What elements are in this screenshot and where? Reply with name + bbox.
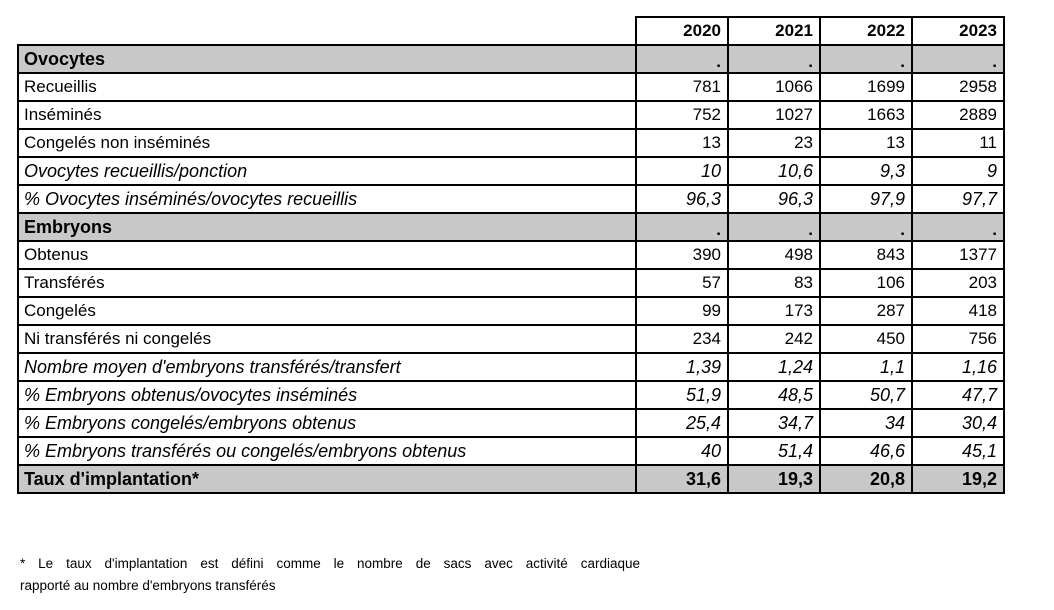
value-cell-2020: 390 (636, 241, 728, 269)
value-cell-2022: 9,3 (820, 157, 912, 185)
value-cell-2021: 83 (728, 269, 820, 297)
value-cell-2021: 1066 (728, 73, 820, 101)
value-cell-2023: . (912, 45, 1004, 73)
value-cell-2023: 30,4 (912, 409, 1004, 437)
normal-row (18, 269, 1004, 297)
footnote (20, 553, 640, 597)
row-label: Inséminés (18, 101, 636, 129)
value-cell-2023: 47,7 (912, 381, 1004, 409)
value-cell-2021: . (728, 213, 820, 241)
value-cell-2022: 97,9 (820, 185, 912, 213)
value-cell-2020: 13 (636, 129, 728, 157)
value-cell-2020: 40 (636, 437, 728, 465)
value-cell-2021: 19,3 (728, 465, 820, 493)
value-cell-2023: 97,7 (912, 185, 1004, 213)
value-cell-2020: 31,6 (636, 465, 728, 493)
ratio-row (18, 409, 1004, 437)
row-label: % Embryons obtenus/ovocytes inséminés (18, 381, 636, 409)
value-cell-2021: 96,3 (728, 185, 820, 213)
value-cell-2022: 1699 (820, 73, 912, 101)
value-cell-2022: 46,6 (820, 437, 912, 465)
value-cell-2023: 418 (912, 297, 1004, 325)
value-cell-2021: 173 (728, 297, 820, 325)
value-cell-2021: 34,7 (728, 409, 820, 437)
row-label: Recueillis (18, 73, 636, 101)
row-label: Ovocytes recueillis/ponction (18, 157, 636, 185)
value-cell-2022: 287 (820, 297, 912, 325)
value-cell-2023: 11 (912, 129, 1004, 157)
value-cell-2020: 99 (636, 297, 728, 325)
value-cell-2022: 34 (820, 409, 912, 437)
value-cell-2020: 57 (636, 269, 728, 297)
value-cell-2020: 1,39 (636, 353, 728, 381)
row-label: Embryons (18, 213, 636, 241)
row-label: Ovocytes (18, 45, 636, 73)
value-cell-2020: 752 (636, 101, 728, 129)
value-cell-2022: . (820, 45, 912, 73)
value-cell-2020: 10 (636, 157, 728, 185)
value-cell-2020: 25,4 (636, 409, 728, 437)
value-cell-2021: 242 (728, 325, 820, 353)
value-cell-2021: 51,4 (728, 437, 820, 465)
value-cell-2021: 48,5 (728, 381, 820, 409)
value-cell-2023: 2889 (912, 101, 1004, 129)
table-body (18, 17, 1004, 493)
row-label: Congelés non inséminés (18, 129, 636, 157)
year-header: 2020 (636, 17, 728, 45)
value-cell-2023: 9 (912, 157, 1004, 185)
section-row (18, 213, 1004, 241)
normal-row (18, 325, 1004, 353)
normal-row (18, 297, 1004, 325)
value-cell-2023: . (912, 213, 1004, 241)
normal-row (18, 101, 1004, 129)
value-cell-2022: 1663 (820, 101, 912, 129)
ratio-row (18, 353, 1004, 381)
value-cell-2022: 1,1 (820, 353, 912, 381)
value-cell-2022: 20,8 (820, 465, 912, 493)
normal-row (18, 73, 1004, 101)
normal-row (18, 241, 1004, 269)
year-header: 2022 (820, 17, 912, 45)
value-cell-2022: . (820, 213, 912, 241)
value-cell-2022: 106 (820, 269, 912, 297)
value-cell-2022: 843 (820, 241, 912, 269)
value-cell-2021: . (728, 45, 820, 73)
value-cell-2023: 2958 (912, 73, 1004, 101)
value-cell-2020: . (636, 213, 728, 241)
value-cell-2023: 756 (912, 325, 1004, 353)
row-label: % Ovocytes inséminés/ovocytes recueillis (18, 185, 636, 213)
row-label: Taux d'implantation* (18, 465, 636, 493)
total-row (18, 465, 1004, 493)
header-blank-cell (18, 17, 636, 45)
value-cell-2023: 19,2 (912, 465, 1004, 493)
value-cell-2020: 234 (636, 325, 728, 353)
row-label: Obtenus (18, 241, 636, 269)
value-cell-2020: . (636, 45, 728, 73)
value-cell-2022: 50,7 (820, 381, 912, 409)
row-label: Nombre moyen d'embryons transférés/transfert (18, 353, 636, 381)
year-header: 2023 (912, 17, 1004, 45)
row-label: % Embryons transférés ou congelés/embryons obtenus (18, 437, 636, 465)
value-cell-2023: 203 (912, 269, 1004, 297)
value-cell-2023: 1377 (912, 241, 1004, 269)
value-cell-2020: 51,9 (636, 381, 728, 409)
row-label: % Embryons congelés/embryons obtenus (18, 409, 636, 437)
normal-row (18, 129, 1004, 157)
row-label: Transférés (18, 269, 636, 297)
value-cell-2023: 45,1 (912, 437, 1004, 465)
footnote-line-2: rapporté au nombre d'embryons transférés (20, 578, 276, 593)
value-cell-2022: 13 (820, 129, 912, 157)
ratio-row (18, 157, 1004, 185)
row-label: Ni transférés ni congelés (18, 325, 636, 353)
statistics-table (17, 16, 1005, 494)
value-cell-2023: 1,16 (912, 353, 1004, 381)
year-header: 2021 (728, 17, 820, 45)
value-cell-2021: 23 (728, 129, 820, 157)
row-label: Congelés (18, 297, 636, 325)
ratio-row (18, 437, 1004, 465)
value-cell-2021: 1027 (728, 101, 820, 129)
value-cell-2021: 10,6 (728, 157, 820, 185)
value-cell-2020: 781 (636, 73, 728, 101)
section-row (18, 45, 1004, 73)
ratio-row (18, 185, 1004, 213)
value-cell-2021: 1,24 (728, 353, 820, 381)
header-row (18, 17, 1004, 45)
footnote-line-1: * Le taux d'implantation est défini comme le nombre de sacs avec activité cardiaque (20, 556, 640, 571)
ratio-row (18, 381, 1004, 409)
value-cell-2020: 96,3 (636, 185, 728, 213)
value-cell-2021: 498 (728, 241, 820, 269)
value-cell-2022: 450 (820, 325, 912, 353)
